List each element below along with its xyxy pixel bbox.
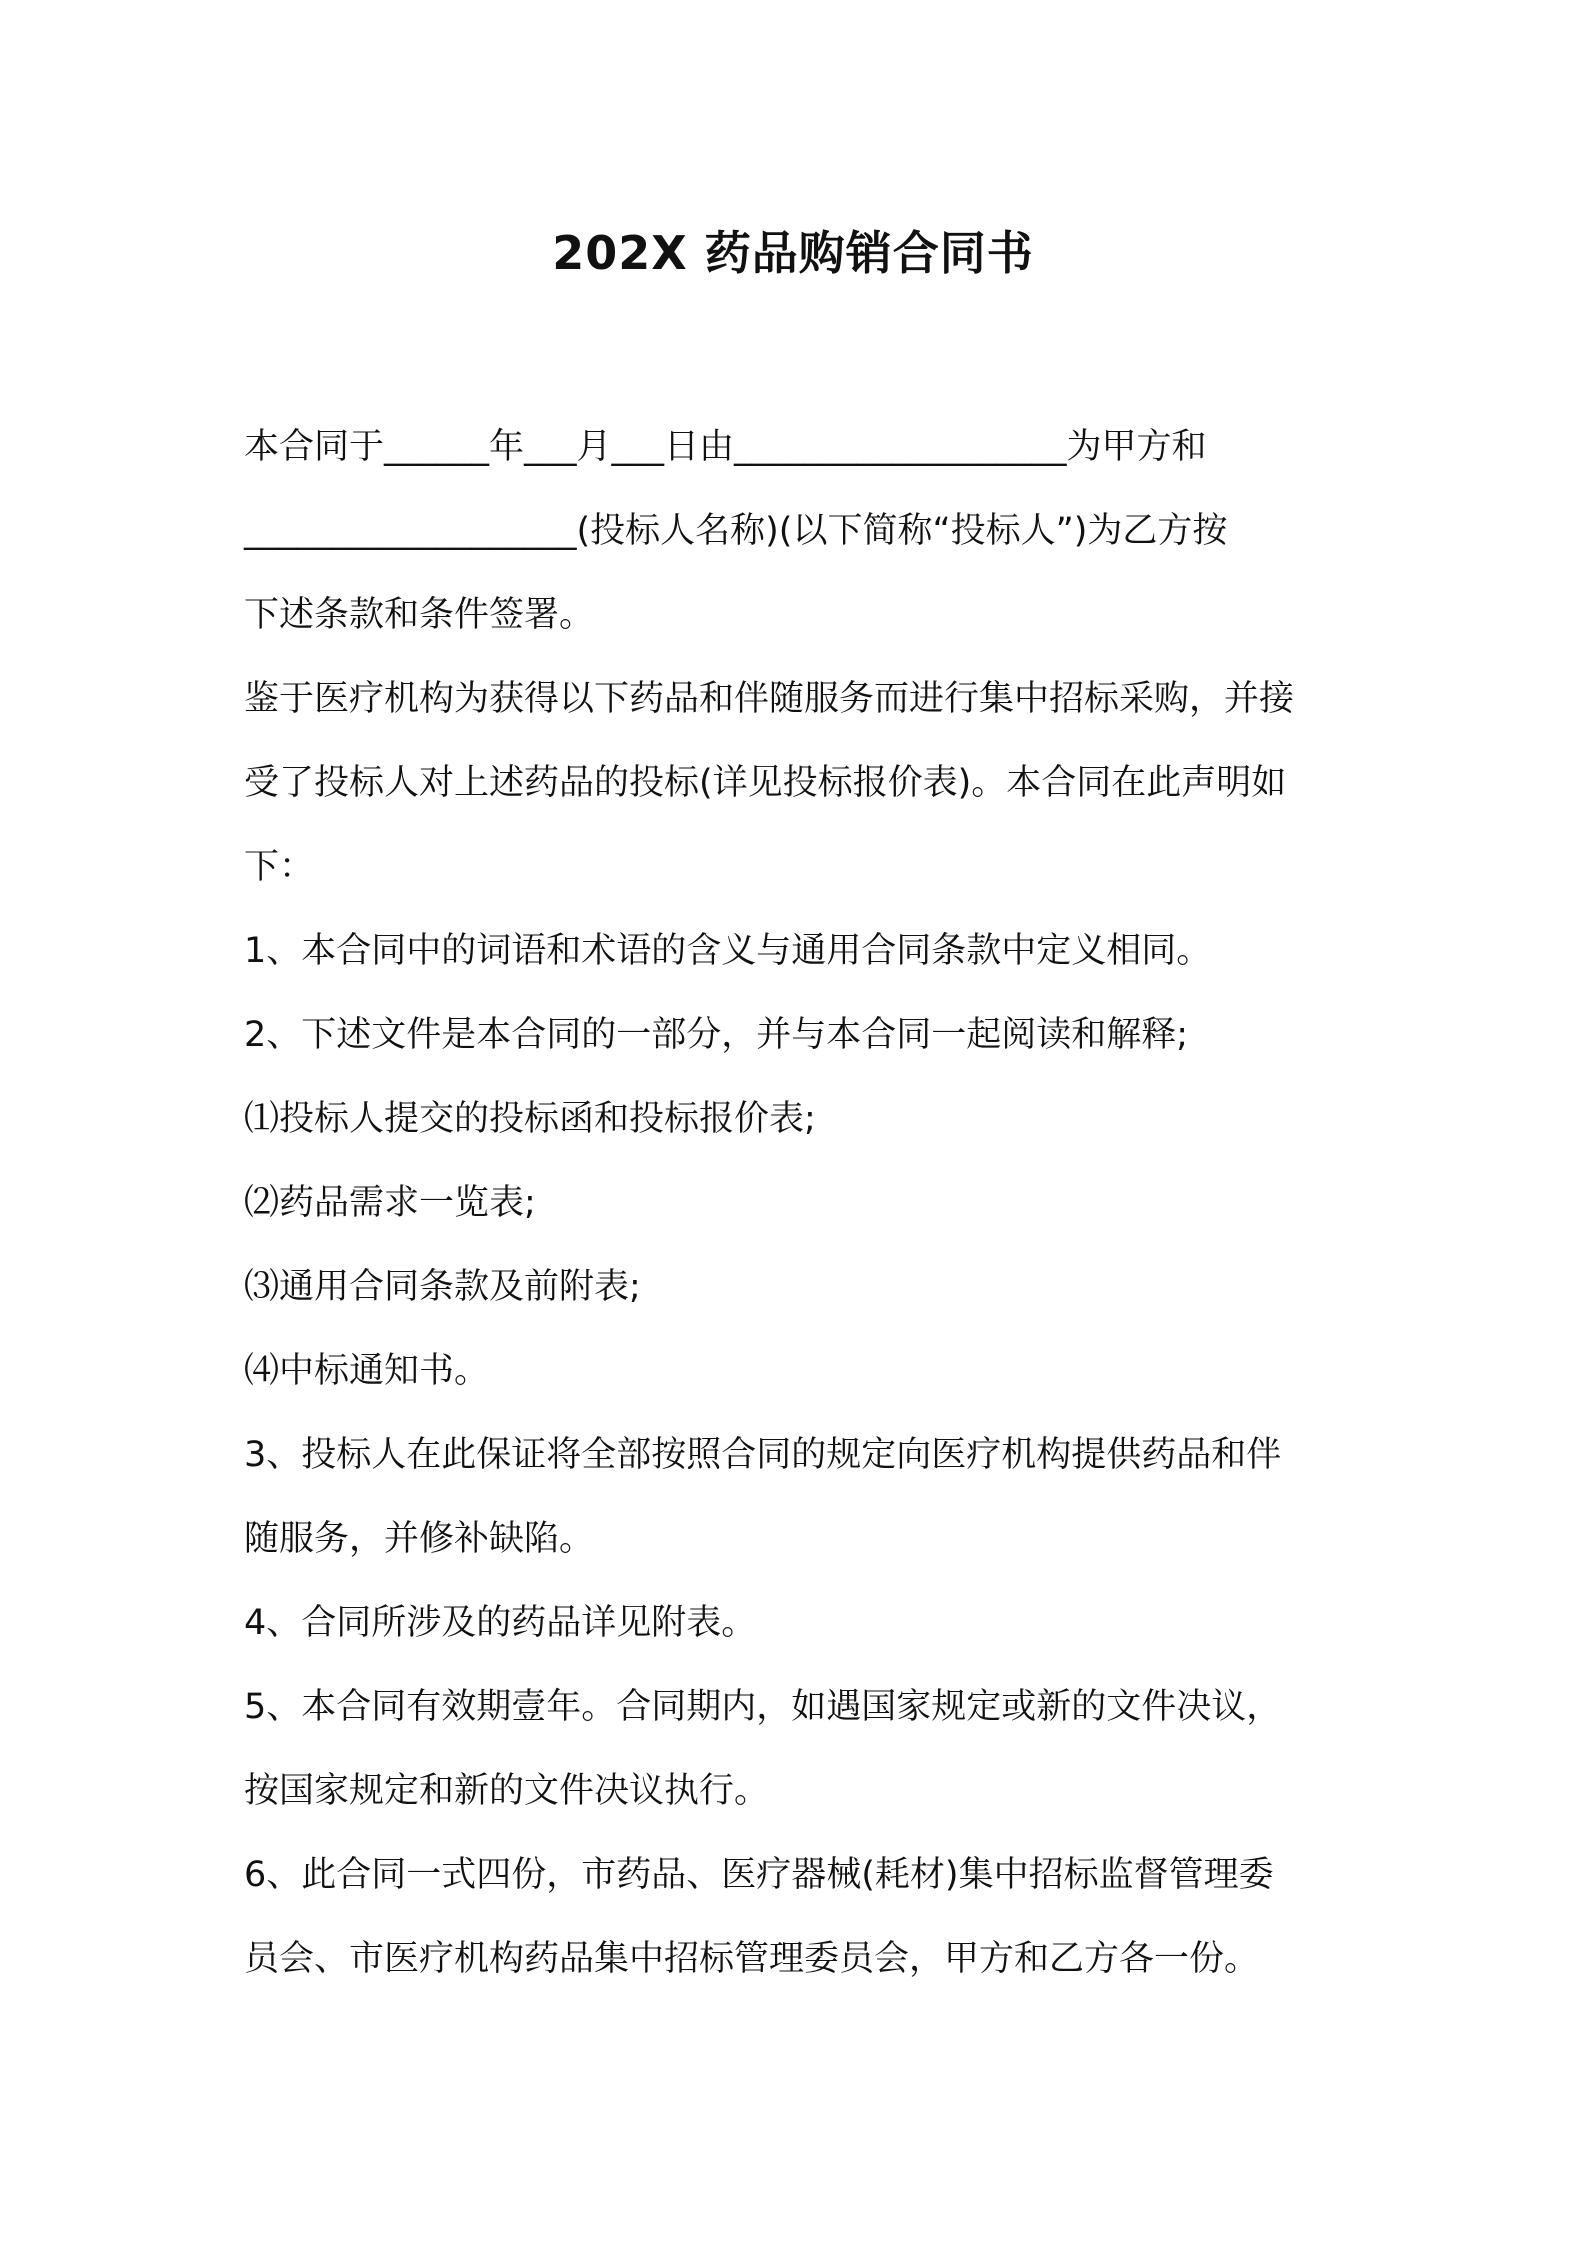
list-item: ⑴投标人提交的投标函和投标报价表; [244,1099,816,1139]
clause-line: 5、本合同有效期壹年。合同期内，如遇国家规定或新的文件决议， [244,1687,1282,1727]
recital-line: 鉴于医疗机构为获得以下药品和伴随服务而进行集中招标采购，并接 [244,679,1295,719]
intro-line: 本合同于______年___月___日由___________________为甲方和 [244,427,1207,467]
clause-1 [244,909,1364,993]
clause-line: 3、投标人在此保证将全部按照合同的规定向医疗机构提供药品和伴 [244,1435,1282,1475]
list-item: ⑵药品需求一览表; [244,1183,536,1223]
clause-line: 按国家规定和新的文件决议执行。 [244,1771,770,1811]
recital-paragraph [244,657,1364,909]
clause-line: 员会、市医疗机构药品集中招标管理委员会，甲方和乙方各一份。 [244,1939,1260,1979]
list-item: ⑷中标通知书。 [244,1351,490,1391]
clause-line: 4、合同所涉及的药品详见附表。 [244,1603,757,1643]
list-item: ⑶通用合同条款及前附表; [244,1267,641,1307]
clause-2-item-2 [244,1161,1364,1245]
clause-2-item-3 [244,1245,1364,1329]
contract-body [244,405,1364,2001]
clause-line: 1、本合同中的词语和术语的含义与通用合同条款中定义相同。 [244,931,1212,971]
clause-4 [244,1581,1364,1665]
intro-line: ___________________(投标人名称)(以下简称“投标人”)为乙方按 [244,511,1228,551]
clause-6 [244,1833,1364,2001]
clause-3 [244,1413,1364,1581]
clause-2-item-1 [244,1077,1364,1161]
clause-2-item-4 [244,1329,1364,1413]
recital-line: 受了投标人对上述药品的投标(详见投标报价表)。本合同在此声明如 [244,763,1287,803]
clause-line: 随服务，并修补缺陷。 [244,1519,595,1559]
clause-2 [244,993,1364,1077]
recital-line: 下： [244,847,315,887]
clause-line: 6、此合同一式四份，市药品、医疗器械(耗材)集中招标监督管理委 [244,1855,1274,1895]
clause-5 [244,1665,1364,1833]
intro-paragraph [244,405,1364,657]
clause-line: 2、下述文件是本合同的一部分，并与本合同一起阅读和解释; [244,1015,1189,1055]
intro-line: 下述条款和条件签署。 [244,595,595,635]
document-title: 202X 药品购销合同书 [552,226,1034,280]
